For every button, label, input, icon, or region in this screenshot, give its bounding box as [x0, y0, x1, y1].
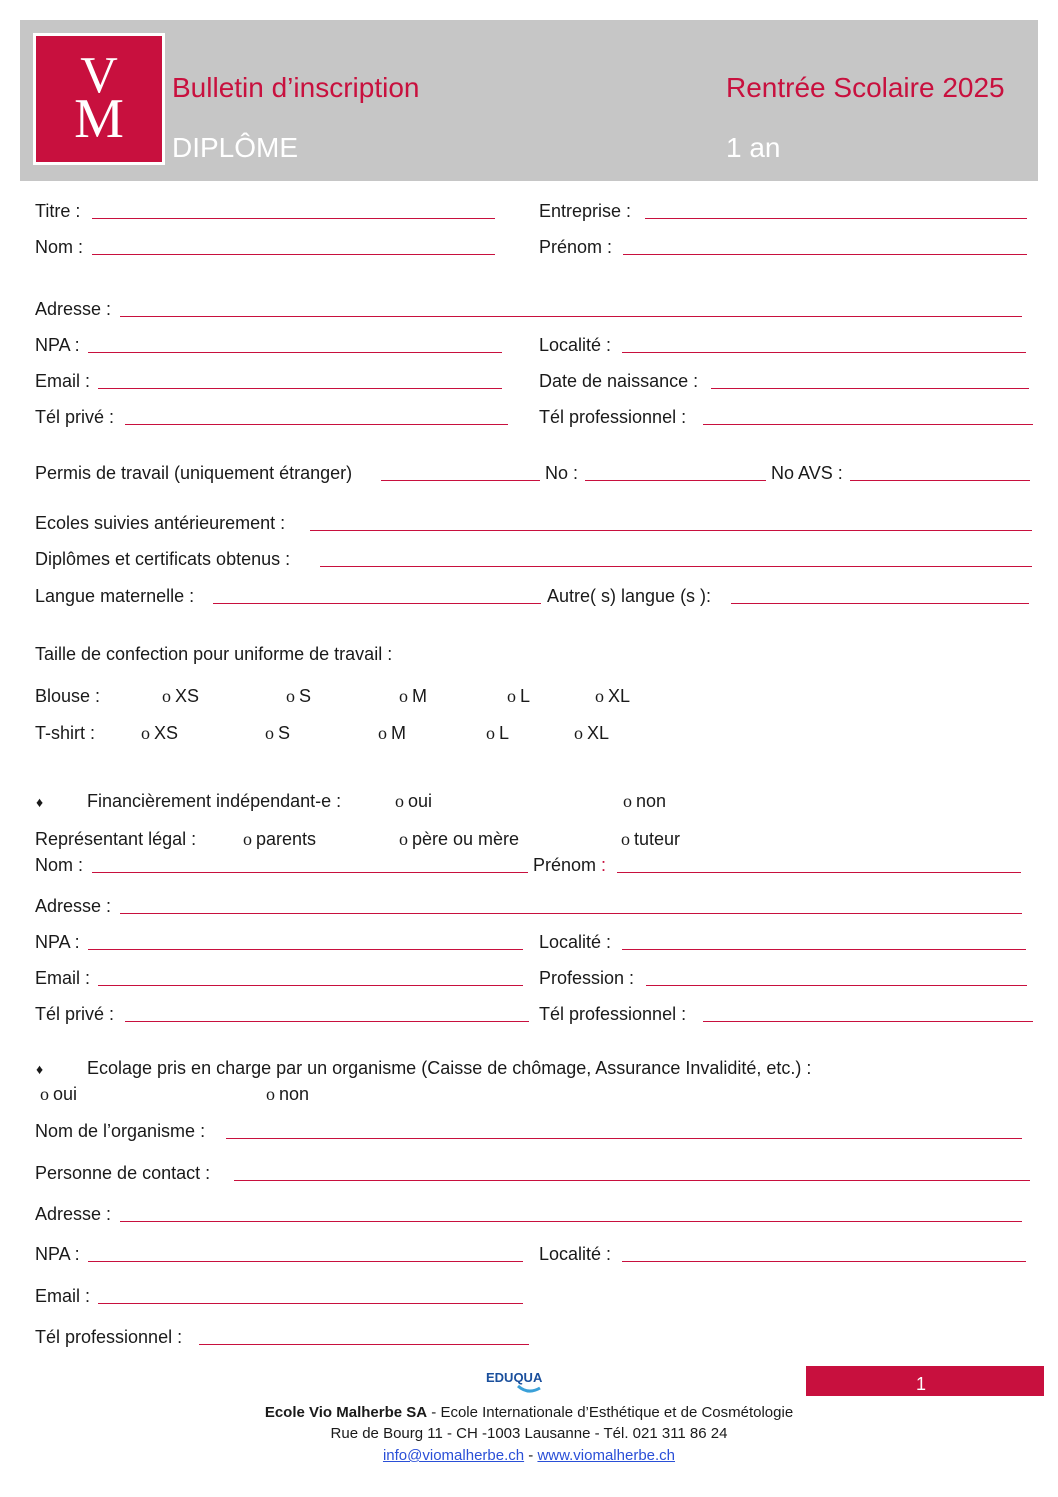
school-year: Rentrée Scolaire 2025: [726, 72, 1005, 103]
label-organisme: Ecolage pris en charge par un organisme (Caisse de chômage, Assurance Invalidité, etc.) :: [87, 1058, 812, 1078]
field-localite[interactable]: [622, 352, 1026, 353]
field-org-tel-pro[interactable]: [199, 1344, 529, 1345]
label-rep-tel-prive: Tél privé :: [35, 1004, 115, 1024]
label-rep-tel-pro: Tél professionnel :: [539, 1004, 687, 1024]
checkbox-icon: o: [141, 723, 150, 743]
blouse-option-m[interactable]: o M: [399, 686, 427, 706]
checkbox-icon: o: [243, 829, 252, 849]
label-rep-email: Email :: [35, 968, 91, 988]
checkbox-icon: o: [621, 829, 630, 849]
field-date-naissance[interactable]: [711, 388, 1029, 389]
label-rep-localite: Localité :: [539, 932, 612, 952]
label-org-tel-pro: Tél professionnel :: [35, 1327, 183, 1347]
checkbox-icon: o: [162, 686, 171, 706]
field-rep-profession[interactable]: [646, 985, 1027, 986]
field-rep-npa[interactable]: [88, 949, 523, 950]
label-titre: Titre :: [35, 201, 81, 221]
checkbox-icon: o: [595, 686, 604, 706]
field-entreprise[interactable]: [645, 218, 1027, 219]
label-email: Email :: [35, 371, 91, 391]
label-tel-pro: Tél professionnel :: [539, 407, 687, 427]
checkbox-icon: o: [399, 686, 408, 706]
representant-option-tuteur[interactable]: o tuteur: [621, 829, 681, 849]
field-rep-nom[interactable]: [92, 872, 528, 873]
field-tel-prive[interactable]: [125, 424, 508, 425]
program-duration: 1 an: [726, 132, 781, 163]
label-adresse: Adresse :: [35, 299, 112, 319]
checkbox-icon: o: [266, 1084, 275, 1104]
label-rep-prenom: Prénom :: [533, 855, 607, 875]
form-title: Bulletin d’inscription: [172, 72, 420, 103]
field-autre-langue[interactable]: [731, 603, 1029, 604]
label-org-email: Email :: [35, 1286, 91, 1306]
field-no[interactable]: [585, 480, 766, 481]
label-diplomes: Diplômes et certificats obtenus :: [35, 549, 291, 569]
page-number: 1: [916, 1374, 927, 1394]
checkbox-icon: o: [399, 829, 408, 849]
blouse-option-l[interactable]: o L: [507, 686, 531, 706]
financial-option-oui[interactable]: o oui: [395, 791, 433, 811]
field-org-contact[interactable]: [234, 1180, 1030, 1181]
label-date-naissance: Date de naissance :: [539, 371, 699, 391]
field-rep-localite[interactable]: [622, 949, 1026, 950]
logo-letter-v: V: [80, 47, 118, 104]
field-titre[interactable]: [92, 218, 495, 219]
label-org-nom: Nom de l’organisme :: [35, 1121, 206, 1141]
field-org-localite[interactable]: [622, 1261, 1026, 1262]
label-rep-npa: NPA :: [35, 932, 80, 952]
field-org-nom[interactable]: [226, 1138, 1022, 1139]
logo-letter-m: M: [74, 88, 124, 150]
field-org-email[interactable]: [98, 1303, 523, 1304]
checkbox-icon: o: [486, 723, 495, 743]
footer-links: info@viomalherbe.ch - www.viomalherbe.ch: [382, 1447, 676, 1464]
label-ecoles: Ecoles suivies antérieurement :: [35, 513, 286, 533]
field-diplomes[interactable]: [320, 566, 1032, 567]
eduqua-logo-text: EDUQUA: [486, 1370, 543, 1385]
label-nom: Nom :: [35, 237, 84, 257]
field-rep-tel-pro[interactable]: [703, 1021, 1033, 1022]
field-prenom[interactable]: [623, 254, 1027, 255]
representant-option-pere-mere[interactable]: o père ou mère: [399, 829, 520, 849]
checkbox-icon: o: [623, 791, 632, 811]
tshirt-option-xs[interactable]: o XS: [141, 723, 179, 743]
eduqua-logo: [484, 1362, 574, 1396]
footer-school-name: Ecole Vio Malherbe SA: [264, 1404, 428, 1421]
footer-email-link[interactable]: info@viomalherbe.ch: [382, 1447, 525, 1464]
page-number-bar: [806, 1366, 1044, 1396]
field-no-avs[interactable]: [850, 480, 1030, 481]
label-rep-nom: Nom :: [35, 855, 84, 875]
organisme-option-non[interactable]: o non: [266, 1084, 310, 1104]
program-name: DIPLÔME: [172, 132, 299, 163]
label-permis: Permis de travail (uniquement étranger): [35, 463, 353, 483]
label-langue: Langue maternelle :: [35, 586, 195, 606]
field-email[interactable]: [98, 388, 502, 389]
organisme-option-oui[interactable]: o oui: [40, 1084, 78, 1104]
blouse-option-xl[interactable]: o XL: [595, 686, 631, 706]
checkbox-icon: o: [286, 686, 295, 706]
field-rep-tel-prive[interactable]: [125, 1021, 529, 1022]
tshirt-option-m[interactable]: o M: [378, 723, 406, 743]
field-rep-adresse[interactable]: [120, 913, 1022, 914]
label-tel-prive: Tél privé :: [35, 407, 115, 427]
footer-web-link[interactable]: www.viomalherbe.ch: [537, 1447, 676, 1464]
tshirt-option-s[interactable]: o S: [265, 723, 291, 743]
label-entreprise: Entreprise :: [539, 201, 632, 221]
label-no: No :: [545, 463, 579, 483]
checkbox-icon: o: [265, 723, 274, 743]
label-localite: Localité :: [539, 335, 612, 355]
label-npa: NPA :: [35, 335, 80, 355]
tshirt-option-xl[interactable]: o XL: [574, 723, 610, 743]
field-npa[interactable]: [88, 352, 502, 353]
field-tel-pro[interactable]: [703, 424, 1033, 425]
footer-school-desc: - Ecole Internationale d’Esthétique et de Cosmétologie: [427, 1404, 794, 1421]
field-adresse[interactable]: [120, 316, 1022, 317]
field-nom[interactable]: [92, 254, 495, 255]
financial-option-non[interactable]: o non: [623, 791, 667, 811]
uniform-heading: Taille de confection pour uniforme de travail :: [35, 644, 393, 664]
bullet-diamond-icon: ♦: [36, 794, 44, 810]
label-financial: Financièrement indépendant-e :: [87, 791, 342, 811]
checkbox-icon: o: [40, 1084, 49, 1104]
checkbox-icon: o: [395, 791, 404, 811]
label-representant: Représentant légal :: [35, 829, 197, 849]
representant-option-parents[interactable]: o parents: [243, 829, 317, 849]
checkbox-icon: o: [378, 723, 387, 743]
field-ecoles[interactable]: [310, 530, 1032, 531]
label-org-contact: Personne de contact :: [35, 1163, 211, 1183]
checkbox-icon: o: [507, 686, 516, 706]
field-rep-email[interactable]: [98, 985, 523, 986]
label-blouse: Blouse :: [35, 686, 101, 706]
blouse-option-s[interactable]: o S: [286, 686, 312, 706]
school-logo: [36, 36, 162, 162]
label-tshirt: T-shirt :: [35, 723, 96, 743]
field-org-npa[interactable]: [88, 1261, 523, 1262]
field-org-adresse[interactable]: [120, 1221, 1022, 1222]
blouse-option-xs[interactable]: o XS: [162, 686, 200, 706]
label-prenom: Prénom :: [539, 237, 613, 257]
field-rep-prenom[interactable]: [617, 872, 1021, 873]
footer-school-line: [0, 1403, 1058, 1423]
label-org-localite: Localité :: [539, 1244, 612, 1264]
checkbox-icon: o: [574, 723, 583, 743]
label-org-npa: NPA :: [35, 1244, 80, 1264]
label-autre-langue: Autre( s) langue (s ):: [547, 586, 712, 606]
tshirt-option-l[interactable]: o L: [486, 723, 510, 743]
footer-address: Rue de Bourg 11 - CH -1003 Lausanne - Tél. 021 311 86 24: [330, 1425, 728, 1442]
label-org-adresse: Adresse :: [35, 1204, 112, 1224]
field-permis[interactable]: [381, 480, 540, 481]
label-rep-profession: Profession :: [539, 968, 635, 988]
bullet-diamond-icon: ♦: [36, 1061, 44, 1077]
field-langue[interactable]: [213, 603, 541, 604]
label-rep-adresse: Adresse :: [35, 896, 112, 916]
label-no-avs: No AVS :: [771, 463, 843, 483]
